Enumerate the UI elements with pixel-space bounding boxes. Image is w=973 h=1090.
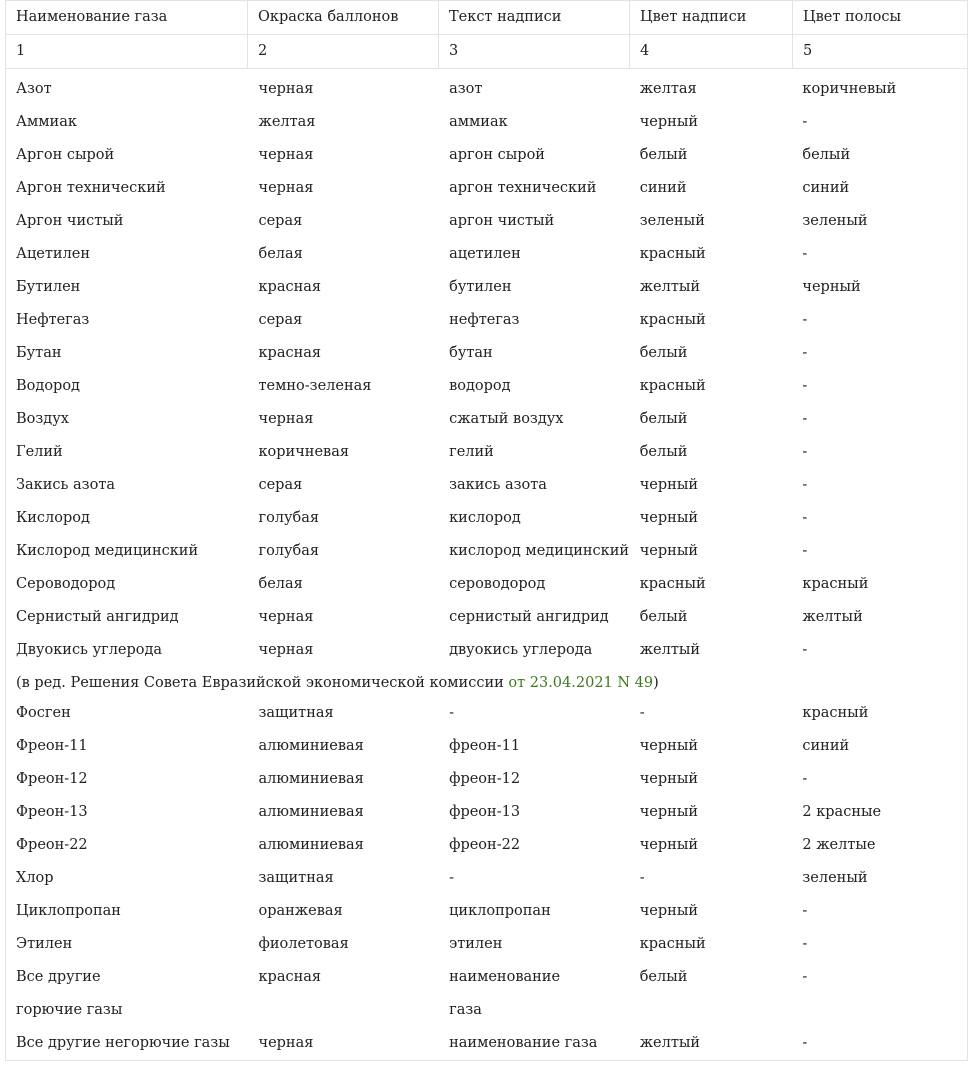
cell-label-text: двуокись углерода <box>449 642 593 658</box>
cell-cylinder-color: черная <box>258 411 314 427</box>
table-row <box>6 829 967 862</box>
cell-cylinder-color: алюминиевая <box>258 804 364 820</box>
cell-cylinder-color: голубая <box>258 510 320 526</box>
cell-stripe-color: - <box>802 378 808 394</box>
cell-label-color: красный <box>639 246 706 262</box>
cell-label-text: закись азота <box>449 477 547 493</box>
table-row <box>6 895 967 928</box>
cell-label-text: кислород медицинский <box>449 543 630 559</box>
cell-gas-name: Хлор <box>16 870 54 886</box>
cell-cylinder-color: серая <box>258 312 303 328</box>
amendment-note <box>6 667 967 697</box>
cell-cylinder-color: оранжевая <box>258 903 343 919</box>
table-row <box>6 961 967 994</box>
cell-label-text: сернистый ангидрид <box>449 609 609 625</box>
cell-cylinder-color: защитная <box>258 705 334 721</box>
cell-label-color <box>630 994 793 1027</box>
cell-label-text: азот <box>449 81 483 97</box>
cell-stripe-color: 2 желтые <box>802 837 876 853</box>
cell-stripe-color: - <box>802 411 808 427</box>
table-row <box>6 796 967 829</box>
cell-label-color: черный <box>639 477 699 493</box>
cell-gas-name: Все другие негорючие газы <box>16 1035 230 1051</box>
cell-label-text: - <box>449 870 454 886</box>
cell-label-text: сжатый воздух <box>449 411 564 427</box>
table-row <box>6 730 967 763</box>
cell-label-text: водород <box>449 378 511 394</box>
cell-label-color: красный <box>639 576 706 592</box>
cell-label-text: аргон технический <box>449 180 597 196</box>
table-row <box>6 1027 967 1060</box>
cell-stripe-color: - <box>802 969 808 985</box>
cell-stripe-color: синий <box>802 738 850 754</box>
cell-label-color: белый <box>639 147 688 163</box>
cell-label-color: желтый <box>639 1035 701 1051</box>
column-number: 4 <box>630 35 793 68</box>
cell-gas-name: Гелий <box>16 444 63 460</box>
cell-label-text: кислород <box>449 510 521 526</box>
cell-gas-name: Фреон-11 <box>16 738 88 754</box>
cell-gas-name: Кислород <box>16 510 90 526</box>
cell-stripe-color: - <box>802 477 808 493</box>
cell-gas-name: горючие газы <box>16 1002 123 1018</box>
table-header-row <box>5 1 968 35</box>
table-row <box>6 337 967 370</box>
cell-cylinder-color: черная <box>258 180 314 196</box>
cell-stripe-color: 2 красные <box>802 804 882 820</box>
cell-stripe-color: белый <box>802 147 851 163</box>
cell-stripe-color: желтый <box>802 609 863 625</box>
cell-stripe-color: коричневый <box>802 81 897 97</box>
cell-gas-name: Азот <box>16 81 52 97</box>
table-row <box>6 304 967 337</box>
table-row <box>6 634 967 667</box>
cell-cylinder-color: белая <box>258 246 303 262</box>
table-row <box>6 535 967 568</box>
cell-cylinder-color: красная <box>258 345 322 361</box>
cell-gas-name: Фреон-12 <box>16 771 88 787</box>
note-prefix: (в ред. Решения Совета Евразийской экономической комиссии <box>16 675 509 691</box>
cell-cylinder-color: голубая <box>258 543 320 559</box>
cell-cylinder-color: желтая <box>258 114 316 130</box>
cell-stripe-color: - <box>802 936 808 952</box>
cell-label-text: гелий <box>449 444 494 460</box>
cell-label-color: черный <box>639 543 699 559</box>
gas-cylinder-table <box>5 0 968 1061</box>
cell-label-color: красный <box>639 312 706 328</box>
cell-label-text: фреон-12 <box>449 771 521 787</box>
table-row <box>6 568 967 601</box>
cell-label-text: этилен <box>449 936 503 952</box>
cell-label-text: газа <box>449 1002 482 1018</box>
table-row <box>6 106 967 139</box>
cell-label-text: - <box>449 705 454 721</box>
cell-gas-name: Аргон сырой <box>16 147 115 163</box>
table-rows-group-a <box>6 73 967 667</box>
cell-gas-name: Все другие <box>16 969 101 985</box>
cell-gas-name: Сернистый ангидрид <box>16 609 179 625</box>
cell-stripe-color: красный <box>802 705 869 721</box>
table-row <box>6 862 967 895</box>
cell-gas-name: Аргон технический <box>16 180 166 196</box>
cell-stripe-color: - <box>802 903 808 919</box>
cell-cylinder-color: черная <box>258 1035 314 1051</box>
cell-gas-name: Нефтегаз <box>16 312 90 328</box>
table-row <box>6 502 967 535</box>
table-row <box>6 928 967 961</box>
header-stripe-color: Цвет полосы <box>793 1 968 34</box>
table-row <box>6 370 967 403</box>
cell-cylinder-color: белая <box>258 576 303 592</box>
cell-label-text: ацетилен <box>449 246 521 262</box>
column-number: 5 <box>793 35 968 68</box>
cell-cylinder-color <box>248 994 439 1027</box>
cell-label-color: зеленый <box>639 213 705 229</box>
cell-label-color: черный <box>639 837 699 853</box>
cell-label-text: бутан <box>449 345 493 361</box>
cell-stripe-color: - <box>802 312 808 328</box>
cell-label-text: аргон сырой <box>449 147 545 163</box>
cell-cylinder-color: коричневая <box>258 444 350 460</box>
cell-cylinder-color: черная <box>258 81 314 97</box>
cell-label-color: черный <box>639 903 699 919</box>
table-row <box>6 601 967 634</box>
cell-cylinder-color: фиолетовая <box>258 936 349 952</box>
header-label-color: Цвет надписи <box>630 1 793 34</box>
cell-gas-name: Фреон-13 <box>16 804 88 820</box>
table-row <box>6 994 967 1027</box>
cell-stripe-color: - <box>802 543 808 559</box>
cell-label-text: бутилен <box>449 279 512 295</box>
amendment-link[interactable]: от 23.04.2021 N 49 <box>508 675 654 691</box>
cell-label-color: черный <box>639 804 699 820</box>
cell-gas-name: Циклопропан <box>16 903 121 919</box>
cell-cylinder-color: защитная <box>258 870 334 886</box>
cell-label-color: красный <box>639 378 706 394</box>
cell-label-color: - <box>639 870 645 886</box>
cell-label-color: белый <box>639 444 688 460</box>
cell-stripe-color: - <box>802 246 808 262</box>
header-gas-name: Наименование газа <box>5 1 248 34</box>
note-suffix: ) <box>653 675 659 691</box>
cell-label-color: черный <box>639 771 699 787</box>
cell-cylinder-color: серая <box>258 213 303 229</box>
cell-label-color: желтый <box>639 279 701 295</box>
cell-gas-name: Бутан <box>16 345 62 361</box>
table-row <box>6 469 967 502</box>
cell-label-text: сероводород <box>449 576 546 592</box>
column-number-row <box>5 35 968 69</box>
cell-label-text: наименование газа <box>449 1035 598 1051</box>
header-label-text: Текст надписи <box>439 1 630 34</box>
cell-label-color: черный <box>639 114 699 130</box>
cell-stripe-color: черный <box>802 279 861 295</box>
cell-gas-name: Фосген <box>16 705 71 721</box>
cell-stripe-color: - <box>802 114 808 130</box>
cell-gas-name: Аммиак <box>16 114 77 130</box>
cell-gas-name: Двуокись углерода <box>16 642 163 658</box>
cell-gas-name: Сероводород <box>16 576 116 592</box>
cell-label-color: белый <box>639 345 688 361</box>
cell-label-text: фреон-13 <box>449 804 521 820</box>
cell-stripe-color: красный <box>802 576 869 592</box>
cell-gas-name: Закись азота <box>16 477 115 493</box>
cell-cylinder-color: алюминиевая <box>258 837 364 853</box>
cell-label-text: аргон чистый <box>449 213 555 229</box>
cell-gas-name: Водород <box>16 378 80 394</box>
cell-label-text: фреон-11 <box>449 738 521 754</box>
cell-label-color: черный <box>639 738 699 754</box>
cell-cylinder-color: алюминиевая <box>258 738 364 754</box>
table-row <box>6 436 967 469</box>
table-row <box>6 763 967 796</box>
cell-gas-name: Воздух <box>16 411 69 427</box>
header-cylinder-color: Окраска баллонов <box>248 1 439 34</box>
cell-stripe-color: - <box>802 345 808 361</box>
cell-gas-name: Ацетилен <box>16 246 91 262</box>
cell-stripe-color: - <box>802 771 808 787</box>
cell-cylinder-color: черная <box>258 609 314 625</box>
cell-stripe-color: зеленый <box>802 213 868 229</box>
cell-label-color: желтый <box>639 642 701 658</box>
table-row <box>6 697 967 730</box>
cell-stripe-color: - <box>802 444 808 460</box>
cell-cylinder-color: серая <box>258 477 303 493</box>
cell-cylinder-color: темно-зеленая <box>258 378 372 394</box>
cell-stripe-color: - <box>802 510 808 526</box>
cell-stripe-color: - <box>802 1035 808 1051</box>
cell-cylinder-color: черная <box>258 642 314 658</box>
table-row <box>6 238 967 271</box>
table-row <box>6 139 967 172</box>
cell-label-color: синий <box>639 180 687 196</box>
cell-stripe-color: синий <box>802 180 850 196</box>
column-number: 2 <box>248 35 439 68</box>
cell-label-text: нефтегаз <box>449 312 520 328</box>
cell-cylinder-color: черная <box>258 147 314 163</box>
table-row <box>6 271 967 304</box>
column-number: 1 <box>5 35 248 68</box>
cell-stripe-color: - <box>802 642 808 658</box>
table-body <box>5 69 968 1061</box>
cell-stripe-color <box>792 994 967 1027</box>
cell-gas-name: Этилен <box>16 936 73 952</box>
cell-label-text: аммиак <box>449 114 508 130</box>
cell-stripe-color: зеленый <box>802 870 868 886</box>
cell-gas-name: Бутилен <box>16 279 81 295</box>
column-number: 3 <box>439 35 630 68</box>
table-row <box>6 73 967 106</box>
cell-label-color: белый <box>639 411 688 427</box>
cell-label-color: белый <box>639 609 688 625</box>
cell-label-text: циклопропан <box>449 903 551 919</box>
cell-label-color: - <box>639 705 645 721</box>
cell-cylinder-color: красная <box>258 279 322 295</box>
cell-label-color: черный <box>639 510 699 526</box>
table-row <box>6 403 967 436</box>
table-rows-group-b <box>6 697 967 1060</box>
cell-gas-name: Аргон чистый <box>16 213 124 229</box>
cell-gas-name: Кислород медицинский <box>16 543 199 559</box>
cell-label-text: фреон-22 <box>449 837 521 853</box>
cell-cylinder-color: красная <box>258 969 322 985</box>
table-row <box>6 205 967 238</box>
cell-cylinder-color: алюминиевая <box>258 771 364 787</box>
cell-label-text: наименование <box>449 969 561 985</box>
cell-gas-name: Фреон-22 <box>16 837 88 853</box>
cell-label-color: белый <box>639 969 688 985</box>
cell-label-color: красный <box>639 936 706 952</box>
cell-label-color: желтая <box>639 81 697 97</box>
table-row <box>6 172 967 205</box>
